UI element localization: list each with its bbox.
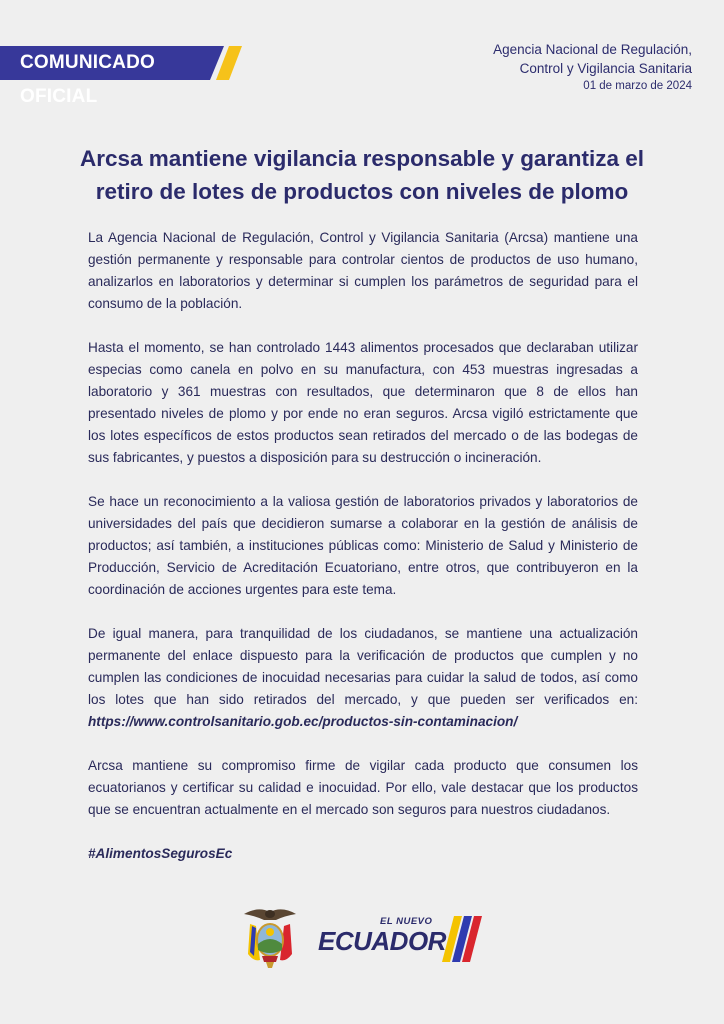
official-badge (0, 46, 232, 107)
title-line2: retiro de lotes de productos con niveles de plomo (95, 179, 629, 204)
agency-line1: Agencia Nacional de Regulación, (493, 42, 692, 57)
el-nuevo-ecuador-logo (318, 912, 488, 964)
publication-date: 01 de marzo de 2024 (583, 80, 692, 92)
paragraph-4 (88, 623, 638, 733)
badge-label: COMUNICADO OFICIAL (20, 52, 155, 107)
footer-logos (0, 904, 724, 974)
article-body (88, 227, 638, 887)
paragraph-1: La Agencia Nacional de Regulación, Control y Vigilancia Sanitaria (Arcsa) mantiene una gestión permanente y responsable para controlar cientos de productos de uso humano, analizarlos en laboratorios y determinar si cumplen los parámetros de seguridad para el consumo de la población. (88, 230, 638, 311)
paragraph-4-text: De igual manera, para tranquilidad de los ciudadanos, se mantiene una actualización permanente del enlace dispuesto para la verificación de productos que cumplen y no cumplen las condiciones de inocuidad necesarias para cuidar la salud de todos, así como los lotes que han sido retirados del mercado, y que pueden ser verificados en: (88, 626, 638, 707)
paragraph-5: Arcsa mantiene su compromiso firme de vigilar cada producto que consumen los ecuatorianos y certificar su calidad e inocuidad. Por ello, vale destacar que los productos que se encuentran actualmente en el mercado son seguros para nuestros ciudadanos. (88, 758, 638, 817)
flag-stripes-icon (442, 916, 482, 962)
hashtag: #AlimentosSegurosEc (88, 846, 233, 861)
paragraph-2: Hasta el momento, se han controlado 1443 alimentos procesados que declaraban utilizar especias como canela en polvo en su manufactura, con 453 muestras ingresadas a laboratorio y 361 muestras con resultados, que determinaron que 8 de ellos han presentado niveles de plomo y por ende no eran seguros. Arcsa vigiló estrictamente que los lotes específicos de estos productos sean retirados del mercado o de las bodegas de sus fabricantes, y puestos a disposición para su destrucción o incineración. (88, 340, 638, 465)
verification-link[interactable]: https://www.controlsanitario.gob.ec/productos-sin-contaminacion/ (88, 714, 518, 729)
title-line1: Arcsa mantiene vigilancia responsable y garantiza el (80, 146, 644, 171)
agency-line2: Control y Vigilancia Sanitaria (519, 61, 692, 76)
brand-big-text: ECUADOR (318, 926, 446, 956)
paragraph-3: Se hace un reconocimiento a la valiosa gestión de laboratorios privados y laboratorios de universidades del país que decidieron sumarse a colaborar en la gestión de análisis de productos; así también, a instituciones públicas como: Ministerio de Salud y Ministerio de Producción, Servicio de Acreditación Ecuatoriano, entre otros, que contribuyeron en la coordinación de acciones urgentes para este tema. (88, 494, 638, 597)
brand-small-text: EL NUEVO (380, 916, 433, 927)
coat-of-arms-icon (240, 904, 300, 970)
page-title (60, 142, 664, 208)
agency-block (493, 40, 692, 95)
